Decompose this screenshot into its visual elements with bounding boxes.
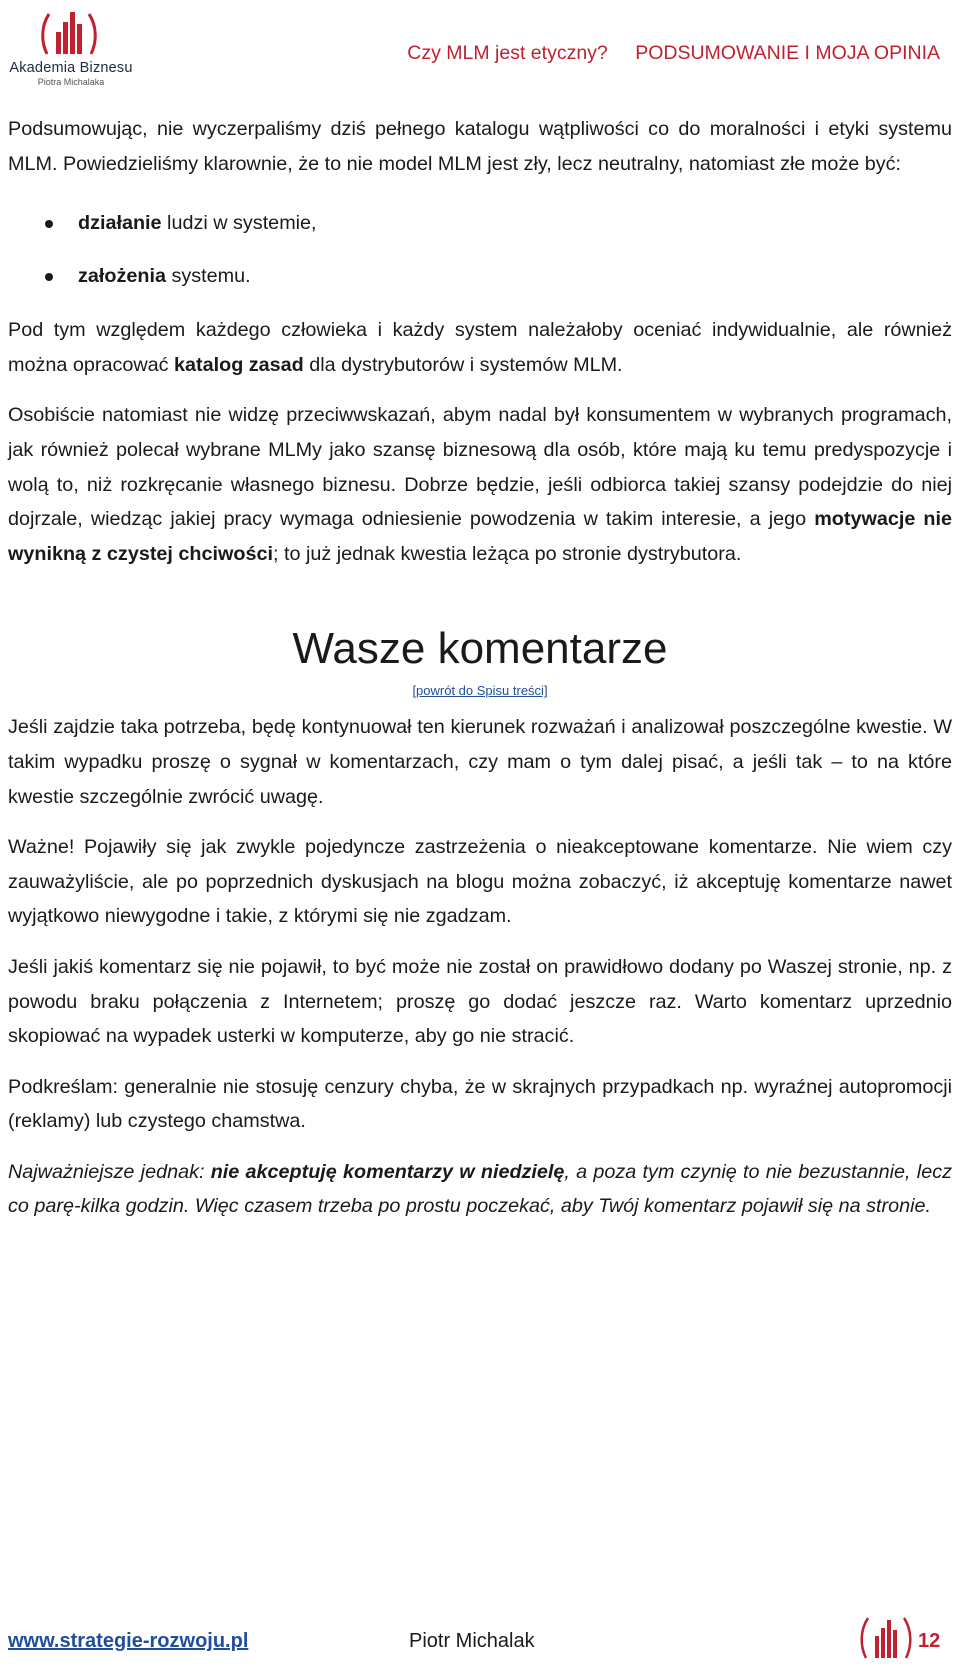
text-span: Najważniejsze jednak: [8,1160,211,1183]
evaluation-paragraph [8,313,952,382]
intro-line-3: natomiast złe może być: [688,152,902,175]
list-item [8,197,952,250]
back-to-toc-link[interactable]: [powrót do Spisu treści] [412,683,548,699]
comments-paragraph-5 [8,1155,952,1224]
text-span: Osobiście natomiast nie widzę przeciwwskazań, abym nadal był konsumentem w wybranych programach, jak również polecał wybrane MLMy jako szansę biznesową dla osób, które mają ku temu predyspozycje i wolą to, niż rozkręcanie własnego biznesu. Dobrze będzie, jeśli odbiorca takiej szansy podejdzie do niej dojrzale, wiedząc jakiej pracy wymaga odniesienie powodzenia w takim interesie, a jego [8,404,952,531]
text-span: , a poza tym czynię to nie bezustannie, lecz co parę-kilka godzin. Więc czasem trzeba po prostu poczekać, aby Twój komentarz pojawił się na stronie. [8,1160,952,1218]
comments-paragraph-2: Ważne! Pojawiły się jak zwykle pojedyncze zastrzeżenia o nieakceptowane komentarze. Nie wiem czy zauważyliście, ale po poprzednich dyskusjach na blogu można zobaczyć, iż akceptuję komentarze nawet wyjątkowo niewygodne i takie, z którymi się nie zgadzam. [8,836,952,928]
footer-author: Piotr Michalak [409,1630,535,1652]
bullet-text: ludzi w systemie, [161,212,317,235]
opinion-paragraph [8,398,952,571]
bullet-bold: założenia [78,265,166,288]
comments-paragraph-1: Jeśli zajdzie taka potrzeba, będę kontynuował ten kierunek rozważań i analizował poszczególne kwestie. W takim wypadku proszę o sygnał w komentarzach, czy mam o tym dalej pisać, a jeśli tak – to na które kwestie szczególnie zwrócić uwagę. [8,716,952,808]
page-header [0,0,960,90]
bullet-text: systemu. [165,265,251,288]
intro-paragraph [8,112,952,181]
comments-paragraph-4: Podkreślam: generalnie nie stosuję cenzury chyba, że w skrajnych przypadkach np. wyraźnej autopromocji (reklamy) lub czystego chamstwa. [8,1075,952,1133]
text-span: dla dystrybutorów i systemów MLM. [303,353,623,376]
footer-logo-icon [860,1612,912,1664]
header-nav [385,42,940,65]
page-footer [0,1596,960,1667]
logo-subtitle: Piotra Michalaka [37,77,105,87]
laurel-bars-logo-icon [39,4,99,60]
header-section-link[interactable]: PODSUMOWANIE I MOJA OPINIA [635,42,940,64]
akademia-biznesu-logo [4,4,134,88]
logo-name: Akademia Biznesu [9,60,133,76]
bullet-bold: działanie [78,212,162,235]
list-item [8,250,952,303]
document-body [8,112,952,1240]
header-chapter-link[interactable]: Czy MLM jest etyczny? [407,42,608,64]
comments-paragraph-3: Jeśli jakiś komentarz się nie pojawił, to być może nie został on prawidłowo dodany po Waszej stronie, np. z powodu braku połączenia z Internetem; proszę go dodać jeszcze raz. Warto komentarz uprzednio skopiować na wypadek usterki w komputerze, aby go nie stracić. [8,955,952,1048]
bold-phrase: katalog zasad [174,353,304,376]
section-heading: Wasze komentarze [292,624,668,674]
bold-phrase: nie akceptuję komentarzy w niedzielę [210,1160,565,1183]
back-to-toc-link-wrap [8,683,952,698]
intro-line-1: Podsumowując, nie wyczerpaliśmy dziś pełnego katalogu wątpliwości co do moralności i [8,118,829,140]
text-span: Pod tym względem każdego człowieka i każdy system należałoby oceniać indywidualnie, ale również można opracować [8,319,952,376]
text-span: ; to już jednak kwestia leżąca po stronie dystrybutora. [272,542,742,565]
footer-website-link[interactable]: www.strategie-rozwoju.pl [8,1630,249,1652]
bold-phrase: motywacje nie wynikną z czystej chciwości [8,508,952,565]
intro-line-2: etyki systemu MLM. Powiedzieliśmy klarownie, że to nie model MLM jest zły, lecz neutralny, [8,118,952,175]
bullet-list [8,197,952,303]
page-number: 12 [918,1630,941,1652]
